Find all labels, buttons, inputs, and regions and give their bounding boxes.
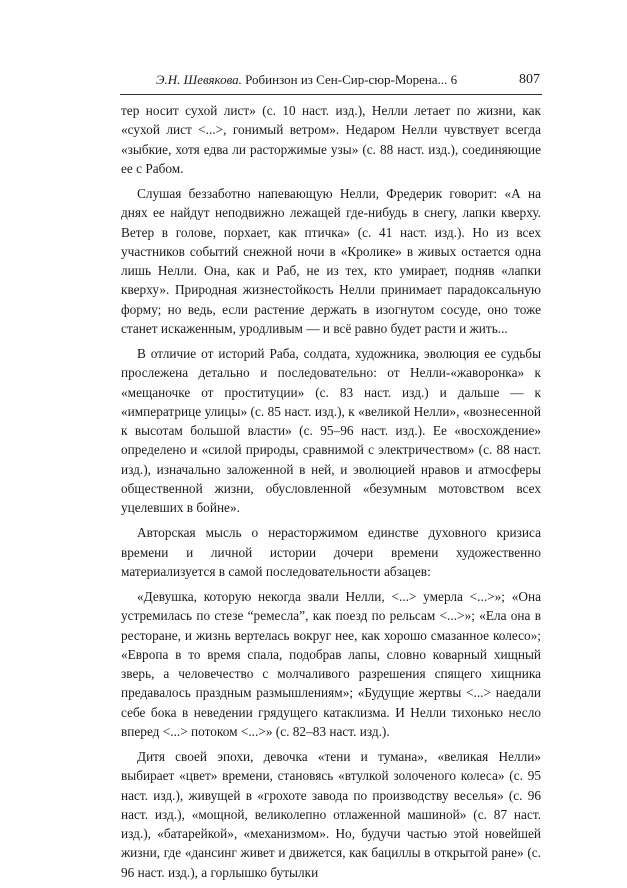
paragraph: Дитя своей эпохи, девочка «тени и тумана», «великая Нелли» выбирает «цвет» времени, становясь «втулкой золоченого колеса» (с. 95 наст. изд.), живущей в «грохоте завода по производству веселья» (с. 96 наст. изд.), «мощной, великолепно отлаженной машиной» (с. 87 наст. изд.), «батарейкой», «механизмом». Но, будучи частью этой новейшей жизни, где «дансинг живет и движется, как бациллы в открытой ране» (с. 96 наст. изд.), а горлышко бутылки [121, 749, 541, 880]
page-number: 807 [519, 72, 540, 87]
running-header [120, 70, 540, 90]
paragraph: В отличие от историй Раба, солдата, художника, эволюция ее судьбы прослежена детально и последовательно: от Нелли-«жаворонка» к «мещаночке от проституции» (с. 83 наст. изд.) и дальше — к «императрице улицы» (с. 85 наст. изд.), к «великой Нелли», «вознесенной к высотам большой власти» (с. 95–96 наст. изд.). Ее «восхождение» определено и «силой природы, сравнимой с электричеством» (с. 88 наст. изд.), изначально заложенной в ней, и эволюцией нравов и атмосферы общественной жизни, обусловленной «безумным мотовством всех уцелевших в бойне». [121, 346, 541, 515]
header-divider [120, 94, 542, 95]
running-title [156, 70, 457, 90]
quote-paragraph: «Девушка, которую некогда звали Нелли, <...> умерла <...>»; «Она устремилась по стезе “ремесла”, как поезд по рельсам <...>»; «Ела она в ресторане, и жизнь вертелась вокруг нее, как хорошо смазанное колесо»; «Европа в то время спала, подобрав лапы, словно коварный хищный зверь, а человечество с молчаливого разрешения спящего хищника предавалось праздным размышлениям»; «Будущие жертвы <...> наедали себе бока в неведении грядущего катаклизма. И Нелли тихонько несло вперед <...> потоком <...>» (с. 82–83 наст. изд.). [121, 589, 541, 739]
running-title-author: Э.Н. Шевякова. [156, 72, 242, 87]
paragraph: тер носит сухой лист» (с. 10 наст. изд.), Нелли летает по жизни, как «сухой лист <...>, гонимый ветром». Недаром Нелли чувствует всегда «зыбкие, хотя едва ли расторжимые узы» (с. 88 наст. изд.), соединяющие ее с Рабом. [121, 103, 541, 176]
paragraph: Авторская мысль о нерасторжимом единстве духовного кризиса времени и личной истории дочери времени художественно материализуется в самой последовательности абзацев: [121, 525, 541, 579]
paragraph: Слушая беззаботно напевающую Нелли, Фредерик говорит: «А на днях ее найдут неподвижно лежащей где-нибудь в снегу, лапки кверху. Ветер в голове, порхает, как птичка» (с. 41 наст. изд.). Но из всех участников событий снежной ночи в «Кролике» в живых остается одна лишь Нелли. Она, как и Раб, не из тех, кто умирает, подняв «лапки кверху». Природная жизнестойкость Нелли принимает парадоксальную форму; но ведь, если растение держать в изогнутом сосуде, оно тоже станет искаженным, уродливым — и всё равно будет расти и жить... [121, 186, 541, 336]
running-title-text: Робинзон из Сен-Сир-сюр-Морена... 6 [245, 72, 458, 87]
body-text [121, 101, 541, 888]
